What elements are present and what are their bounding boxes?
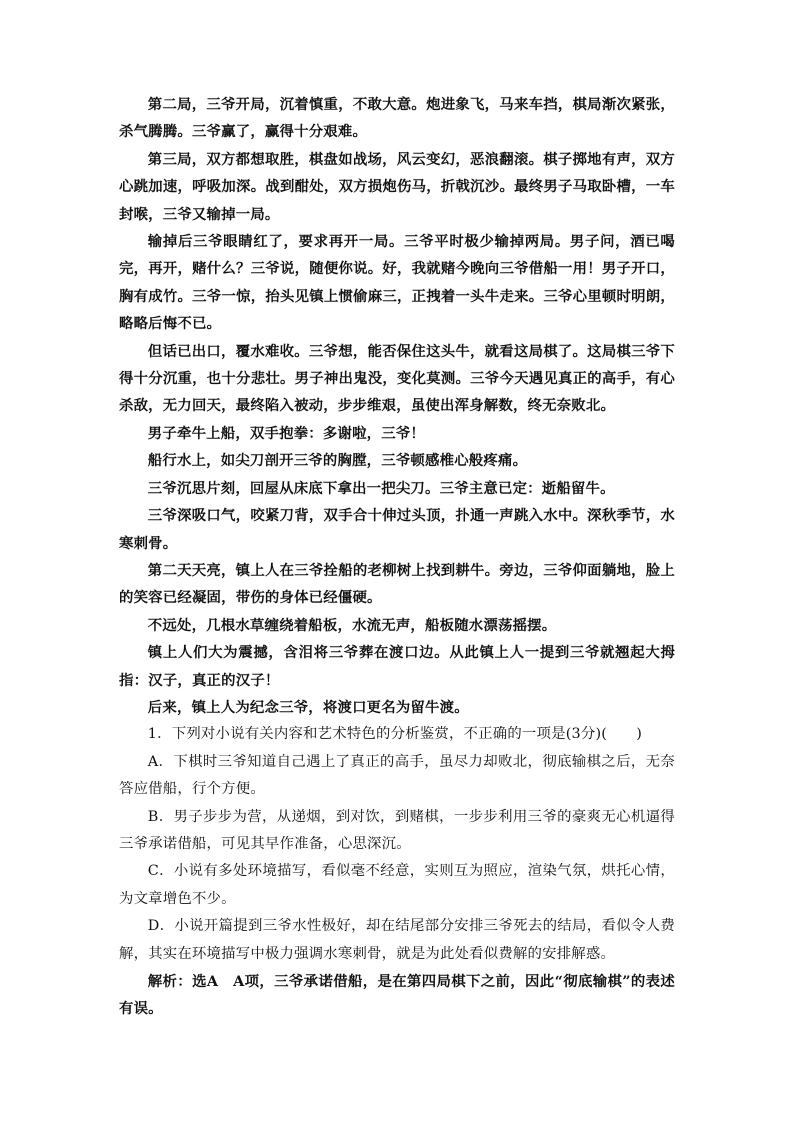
story-paragraph-7: 三爷沉思片刻，回屋从床底下拿出一把尖刀。三爷主意已定：逝船留牛。 bbox=[147, 479, 615, 497]
story-paragraph-1: 第二局，三爷开局，沉着慎重，不敢大意。炮进象飞，马来车挡，棋局渐次紧张，杀气腾腾。三爷赢了，赢得十分艰难。 bbox=[119, 96, 675, 141]
option-d: D．小说开篇提到三爷水性极好，却在结尾部分安排三爷死去的结局，看似令人费解，其实在环境描写中极力强调水寒刺骨，就是为此处看似费解的安排解惑。 bbox=[119, 918, 675, 962]
story-paragraph-9: 第二天天亮，镇上人在三爷拴船的老柳树上找到耕牛。旁边，三爷仰面躺地，脸上的笑容已经凝固，带伤的身体已经僵硬。 bbox=[119, 561, 675, 607]
story-paragraph-6: 船行水上，如尖刀剖开三爷的胸膛，三爷顿感椎心般疼痛。 bbox=[147, 452, 528, 470]
document-page bbox=[119, 91, 675, 1023]
option-a: A．下棋时三爷知道自己遇上了真正的高手，虽尽力却败北，彻底输棋之后，无奈答应借船，行个方便。 bbox=[119, 753, 675, 798]
story-paragraph-12: 后来，镇上人为纪念三爷，将渡口更名为留牛渡。 bbox=[147, 698, 469, 716]
story-paragraph-4: 但话已出口，覆水难收。三爷想，能否保住这头牛，就看这局棋了。这局棋三爷下得十分沉重，也十分悲壮。男子神出鬼没，变化莫测。三爷今天遇见真正的高手，有心杀敌，无力回天，最终陷入被动，步步维艰，虽使出浑身解数，终无奈败北。 bbox=[119, 342, 675, 415]
story-paragraph-11: 镇上人们大为震撼，含泪将三爷葬在渡口边。从此镇上人一提到三爷就翘起大拇指：汉子，真正的汉子！ bbox=[119, 644, 675, 689]
story-paragraph-5: 男子牵牛上船，双手抱拳：多谢啦，三爷！ bbox=[147, 424, 426, 442]
option-c: C．小说有多处环境描写，看似毫不经意，实则互为照应，渲染气氛，烘托心情，为文章增色不少。 bbox=[119, 863, 675, 907]
option-b: B．男子步步为营，从递烟，到对饮，到赌棋，一步步利用三爷的豪爽无心机逼得三爷承诺借船，可见其早作准备，心思深沉。 bbox=[119, 808, 675, 852]
answer-explanation: 解析：选A A项，三爷承诺借船，是在第四局棋下之前，因此“彻底输棋”的表述有误。 bbox=[119, 973, 675, 1018]
story-paragraph-2: 第三局，双方都想取胜，棋盘如战场，风云变幻，恶浪翻滚。棋子掷地有声，双方心跳加速，呼吸加深。战到酣处，双方损炮伤马，折戟沉沙。最终男子马取卧槽，一车封喉，三爷又输掉一局。 bbox=[119, 150, 675, 223]
story-paragraph-8: 三爷深吸口气，咬紧刀背，双手合十伸过头顶，扑通一声跳入水中。深秋季节，水寒刺骨。 bbox=[119, 507, 675, 552]
story-paragraph-10: 不远处，几根水草缠绕着船板，水流无声，船板随水漂荡摇摆。 bbox=[147, 616, 557, 634]
story-paragraph-3: 输掉后三爷眼睛红了，要求再开一局。三爷平时极少输掉两局。男子问，酒已喝完，再开，赌什么？三爷说，随便你说。好，我就赌今晚向三爷借船一用！男子开口，胸有成竹。三爷一惊，抬头见镇上惯偷麻三，正拽着一头牛走来。三爷心里顿时明朗，略略后悔不已。 bbox=[119, 233, 675, 333]
question-stem: 1．下列对小说有关内容和艺术特色的分析鉴赏，不正确的一项是(3分)( ) bbox=[147, 726, 643, 743]
